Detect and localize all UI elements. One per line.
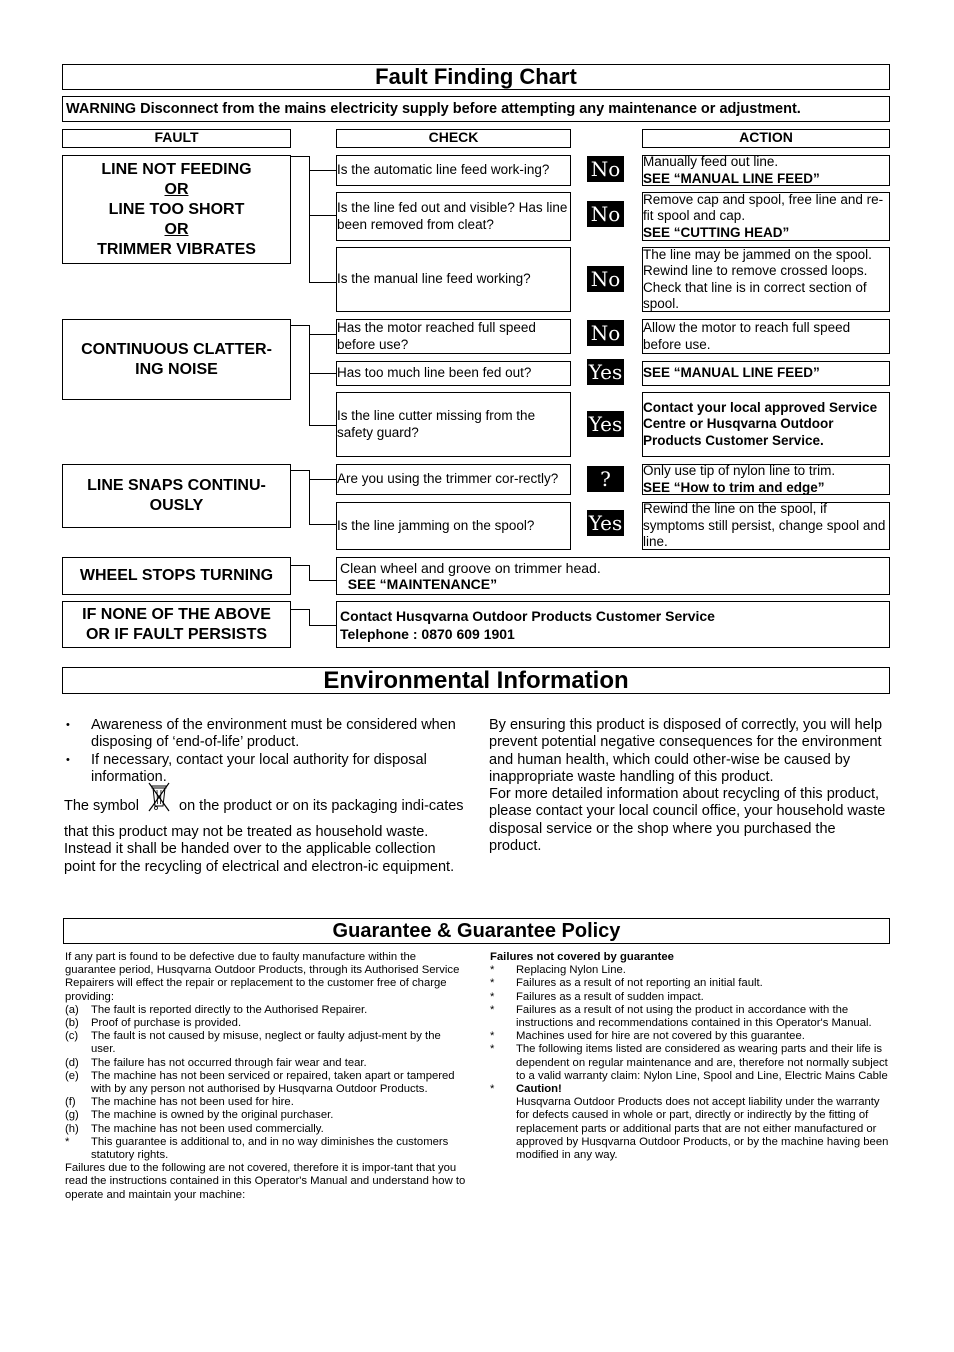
action-header (642, 129, 890, 148)
action-cell (642, 192, 890, 241)
action-cell (642, 155, 890, 186)
connector (309, 625, 336, 626)
action-ref: Contact your local approved Service Centre or Husqvarna Outdoor Products Customer Service. (643, 399, 878, 448)
warning-box (62, 96, 890, 122)
not-covered-item: * Machines used for hire are not covered by this guarantee. (490, 1030, 805, 1043)
fault-text: LINE SNAPS CONTINU- (87, 477, 266, 494)
action-cell (642, 464, 890, 495)
connector (309, 373, 336, 374)
contact-cell (336, 601, 890, 648)
caution-title: Caution! (516, 1083, 562, 1096)
fault-text: CONTINUOUS CLATTER- (81, 340, 272, 358)
env-paragraph: For more detailed information about recycling of this product, please contact your local council office, your household waste disposal service or the shop where you purchased the product. (489, 786, 886, 855)
wheelie-bin-icon (144, 794, 174, 824)
guarantee-condition: (b) Proof of purchase is provided. (65, 1017, 242, 1030)
guarantee-title-box (63, 918, 890, 944)
action-text: Manually feed out line. (643, 154, 779, 169)
action-cell (642, 392, 890, 457)
not-covered-item: * Failures as a result of not using the product in accordance with the instructions and recommendations contained in this Operator's Manual. (490, 1003, 872, 1030)
fault-line-not-feeding (62, 155, 291, 264)
check-text: Has too much line been fed out? (337, 365, 532, 381)
connector (309, 609, 310, 625)
answer-badge (587, 266, 624, 292)
guarantee-condition: (d) The failure has not occurred through fair wear and tear. (65, 1056, 367, 1069)
check-text: Is the manual line feed working? (337, 271, 531, 287)
caution-item: * Caution! (490, 1083, 562, 1096)
guarantee-left-column (65, 951, 467, 1202)
connector (309, 479, 336, 480)
answer-badge (587, 411, 624, 437)
fault-text: TRIMMER VIBRATES (97, 240, 256, 258)
action-cell (642, 319, 890, 354)
fault-text: OUSLY (149, 497, 204, 514)
action-cell (642, 502, 890, 550)
action-cell (642, 247, 890, 312)
fault-text: ING NOISE (135, 360, 218, 378)
fault-wheel-stops (62, 557, 291, 595)
guarantee-condition: (g) The machine is owned by the original purchaser. (65, 1109, 334, 1122)
check-cell (336, 361, 571, 386)
check-text: Is the line jamming on the spool? (337, 517, 535, 533)
check-text: Is the line cutter missing from the safety guard? (337, 408, 536, 440)
fault-header-label: FAULT (154, 129, 199, 145)
check-cell (336, 502, 571, 550)
guarantee-condition: (e) The machine has not been serviced or repaired, taken apart or tampered with by any person not authorised by Husqvarna Outdoor Products. (65, 1069, 455, 1096)
fault-text: IF NONE OF THE ABOVE (82, 605, 271, 623)
check-text: Is the line fed out and visible? Has line been removed from cleat? (337, 200, 568, 232)
not-covered-title: Failures not covered by guarantee (490, 951, 674, 963)
env-symbol-post: on the product or on its packaging indi-cates that this product may not be treated as household waste. Instead it shall be handed over to the applicable collection point for the recycling of electrical and electron-ic equipment. (64, 798, 464, 875)
not-covered-item: * Failures as a result of not reporting an initial fault. (490, 977, 763, 990)
check-cell (336, 319, 571, 354)
guarantee-condition: * This guarantee is additional to, and in no way diminishes the customers statutory rights. (65, 1135, 449, 1162)
action-ref: SEE “How to trim and edge” (643, 479, 825, 495)
answer-text: No (590, 157, 621, 181)
env-title: Environmental Information (323, 667, 629, 694)
action-text: Remove cap and spool, free line and re-fit spool and cap. (643, 191, 884, 224)
guarantee-outro: Failures due to the following are not covered, therefore it is impor-tant that you read the instructions contained in this Operator's Manual and understand how to operate and maintain your machine: (65, 1162, 466, 1201)
fault-or: OR (164, 220, 189, 238)
action-text: The line may be jammed on the spool. Rewind line to remove crossed loops. Check that line is in correct section of spool. (643, 246, 872, 311)
contact-phone: Telephone : 0870 609 1901 (340, 625, 515, 642)
check-cell (336, 247, 571, 312)
answer-badge (587, 466, 624, 492)
guarantee-intro: If any part is found to be defective due to faulty manufacture within the guarantee period, Husqvarna Outdoor Products, through its Authorised Service Repairers will effect the repair or replacement to the customer free of charge providing: (65, 951, 460, 1003)
connector (291, 565, 309, 566)
env-bullet: • Awareness of the environment must be considered when disposing of ‘end-of-life’ product. (64, 717, 464, 752)
fault-clattering-noise (62, 319, 291, 400)
answer-text: No (590, 321, 621, 345)
check-cell (336, 464, 571, 495)
answer-badge (587, 320, 624, 346)
fault-chart-title-box (62, 64, 890, 90)
fault-text: OR IF FAULT PERSISTS (85, 625, 268, 643)
fault-text: WHEEL STOPS TURNING (79, 567, 274, 584)
answer-text: Yes (588, 511, 623, 535)
not-covered-item: * Replacing Nylon Line. (490, 964, 626, 977)
connector (309, 425, 336, 426)
guarantee-title: Guarantee & Guarantee Policy (332, 920, 621, 942)
fault-text: LINE TOO SHORT (108, 200, 245, 218)
guarantee-condition: (a) The fault is reported directly to the Authorised Repairer. (65, 1003, 368, 1016)
guarantee-condition: (c) The fault is not caused by misuse, neglect or faulty adjust-ment by the user. (65, 1030, 441, 1056)
env-left-column (64, 717, 464, 876)
action-cell (642, 361, 890, 386)
fault-chart-title: Fault Finding Chart (375, 64, 577, 89)
answer-text: Yes (588, 360, 623, 384)
check-text: Has the motor reached full speed before use? (337, 320, 536, 352)
caution-text: Husqvarna Outdoor Products does not accept liability under the warranty for defects caused in whole or part, directly or indirectly by the fitting of replacement parts or additional parts that are not either manufactured or approved by Husqvarna Outdoor Products, or by the machine having been modified in any way. (516, 1096, 889, 1162)
answer-text: No (590, 267, 621, 291)
action-text: Only use tip of nylon line to trim. (643, 463, 836, 478)
guarantee-condition: (f) The machine has not been used for hire. (65, 1096, 294, 1109)
contact-line: Contact Husqvarna Outdoor Products Customer Service (340, 607, 715, 624)
env-symbol-paragraph (64, 794, 464, 876)
warning-text: WARNING Disconnect from the mains electricity supply before attempting any maintenance or adjustment. (66, 101, 801, 117)
fault-or: OR (164, 180, 189, 198)
fault-none-above (62, 601, 291, 648)
not-covered-item: * Failures as a result of sudden impact. (490, 990, 704, 1003)
guarantee-right-column (490, 951, 890, 1162)
action-header-label: ACTION (739, 129, 793, 145)
action-ref: SEE “MANUAL LINE FEED” (643, 365, 820, 381)
connector (291, 325, 309, 326)
action-text: Allow the motor to reach full speed before use. (643, 320, 851, 352)
check-text: Is the automatic line feed work-ing? (337, 162, 550, 178)
connector (291, 470, 309, 471)
check-text: Are you using the trimmer cor-rectly? (337, 471, 559, 487)
env-paragraph: By ensuring this product is disposed of correctly, you will help prevent potential negative consequences for the environment and human health, which could other-wise be caused by inappropriate waste handling of this product. (489, 717, 883, 785)
env-symbol-pre: The symbol (64, 798, 139, 815)
answer-badge (587, 201, 624, 227)
answer-badge (587, 156, 624, 182)
action-ref: SEE “MANUAL LINE FEED” (643, 170, 820, 186)
answer-text: Yes (588, 412, 623, 436)
connector (309, 170, 336, 171)
fault-line-snaps (62, 464, 291, 528)
connector (309, 282, 336, 283)
check-header-label: CHECK (428, 129, 479, 145)
connector (309, 215, 336, 216)
connector (309, 334, 336, 335)
check-cell (336, 392, 571, 457)
env-right-column (489, 717, 889, 855)
guarantee-condition: (h) The machine has not been used commercially. (65, 1122, 324, 1135)
wheel-action-text: Clean wheel and groove on trimmer head. (340, 559, 601, 576)
action-ref: SEE “CUTTING HEAD” (643, 224, 790, 240)
env-title-box (62, 667, 890, 694)
answer-badge (587, 510, 624, 536)
connector (309, 565, 310, 580)
action-text: Rewind the line on the spool, if symptoms still persist, change spool and line. (643, 501, 886, 550)
answer-text: ? (600, 467, 611, 491)
not-covered-item: * The following items listed are considered as wearing parts and their life is dependent on regular maintenance and are, therefore not normally subject to a valid warranty claim: Nylon Line, Spool and Line, Electric Mains Cable (490, 1043, 888, 1082)
check-cell (336, 192, 571, 241)
fault-text: LINE NOT FEEDING (101, 160, 252, 178)
check-cell (336, 155, 571, 186)
env-bullet: • If necessary, contact your local authority for disposal information. (64, 752, 464, 787)
connector (291, 609, 309, 610)
fault-header (62, 129, 291, 148)
connector (309, 580, 336, 581)
answer-text: No (590, 202, 621, 226)
connector (309, 524, 336, 525)
connector (291, 156, 309, 157)
answer-badge (587, 359, 624, 385)
connector (309, 325, 310, 426)
wheel-action-cell (336, 557, 890, 595)
connector (309, 156, 310, 283)
wheel-action-ref: SEE “MAINTENANCE” (347, 576, 498, 592)
check-header (336, 129, 571, 148)
